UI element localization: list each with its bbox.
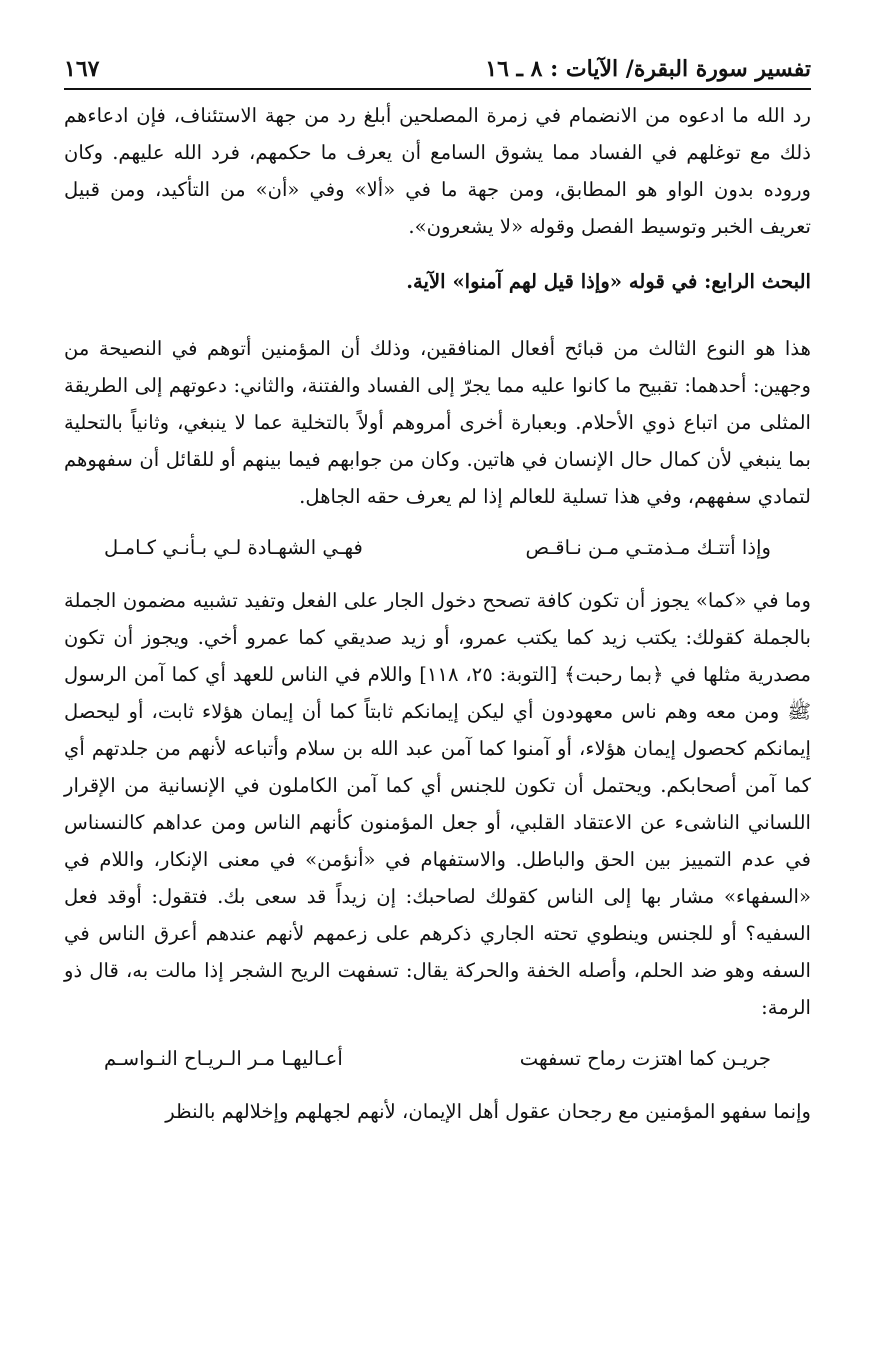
verse-1-first-hemistich: وإذا أتتـك مـذمتـي مـن نـاقـص — [525, 536, 771, 559]
page-number: ١٦٧ — [64, 56, 100, 82]
paragraph-2: هذا هو النوع الثالث من قبائح أفعال المنافقين، وذلك أن المؤمنين أتوهم في النصيحة من وجهين: أحدهما: تقبيح ما كانوا عليه مما يجرّ إلى الفساد والفتنة، والثاني: دعوتهم إلى الطريقة المثلى من اتباع ذوي الأحلام. وبعبارة أخرى أمروهم أولاً بالتخلية عما لا ينبغي، وثانياً بالتحلية بما ينبغي لأن كمال حال الإنسان في هاتين. وكان من جوابهم فيما بينهم أو للقائل أن سفهوهم لتمادي سفههم، وفي هذا تسلية للعالم إذا لم يعرف حقه الجاهل. — [64, 337, 811, 508]
paragraph-4: وإنما سفهو المؤمنين مع رجحان عقول أهل الإيمان، لأنهم لجهلهم وإخلالهم بالنظر — [165, 1100, 811, 1123]
verse-2-first-hemistich: جريـن كما اهتزت رماح تسفهت — [519, 1047, 771, 1070]
running-title: تفسير سورة البقرة/ الآيات : ٨ ـ ١٦ — [485, 56, 811, 82]
paragraph-3: وما في «كما» يجوز أن تكون كافة تصحح دخول الجار على الفعل وتفيد تشبيه مضمون الجملة بالجملة كقولك: يكتب زيد كما يكتب عمرو، أو زيد صديقي كما عمرو أخي. ويجوز أن تكون مصدرية مثلها في ﴿بما رحبت﴾ [التوبة: ٢٥، ١١٨] واللام في الناس للعهد أي كما آمن الرسول ﷺ ومن معه وهم ناس معهودون أي ليكن إيمانكم ثابتاً كما أن إيمان هؤلاء ثابت، أو ليحصل إيمانكم كحصول إيمان هؤلاء، أو آمنوا كما آمن عبد الله بن سلام وأتباعه لأنهم من جلدتهم أي كما آمن أصحابكم. ويحتمل أن تكون للجنس أي كما آمن الكاملون في الإنسانية من الإقرار اللساني الناشىء عن الاعتقاد القلبي، أو جعل المؤمنون كأنهم الناس ومن عداهم كالنسناس في عدم التمييز بين الحق والباطل. والاستفهام في «أنؤمن» في معنى الإنكار، واللام في «السفهاء» مشار بها إلى الناس كقولك لصاحبك: إن زيداً قد سعى بك. فتقول: أوقد فعل السفيه؟ أو للجنس وينطوي تحته الجاري ذكرهم على زعمهم لأنهم عندهم أعرق الناس في السفه وهو ضد الحلم، وأصله الخفة والحركة يقال: تسفهت الريح الشجر إذا مالت به، قال ذو الرمة: — [64, 589, 811, 1019]
poetry-verse-1 — [64, 529, 811, 566]
poetry-verse-2 — [64, 1040, 811, 1077]
page-header — [64, 50, 811, 90]
paragraph-1: رد الله ما ادعوه من الانضمام في زمرة المصلحين أبلغ رد من جهة الاستئناف، فإن ادعاءهم ذلك مع توغلهم في الفساد مما يشوق السامع أن يعرف ما حكمهم، فرد الله عليهم. وكان وروده بدون الواو هو المطابق، ومن جهة ما في «ألا» وفي «أن» من التأكيد، ومن قبيل تعريف الخبر وتوسيط الفصل وقوله «لا يشعرون». — [64, 104, 811, 238]
verse-1-second-hemistich: فهـي الشهـادة لـي بـأنـي كـامـل — [104, 536, 363, 559]
page-body — [64, 97, 811, 1130]
section-heading: البحث الرابع: في قوله «وإذا قيل لهم آمنوا» الآية. — [406, 270, 811, 293]
verse-2-second-hemistich: أعـاليهـا مـر الـريـاح النـواسـم — [104, 1047, 343, 1070]
